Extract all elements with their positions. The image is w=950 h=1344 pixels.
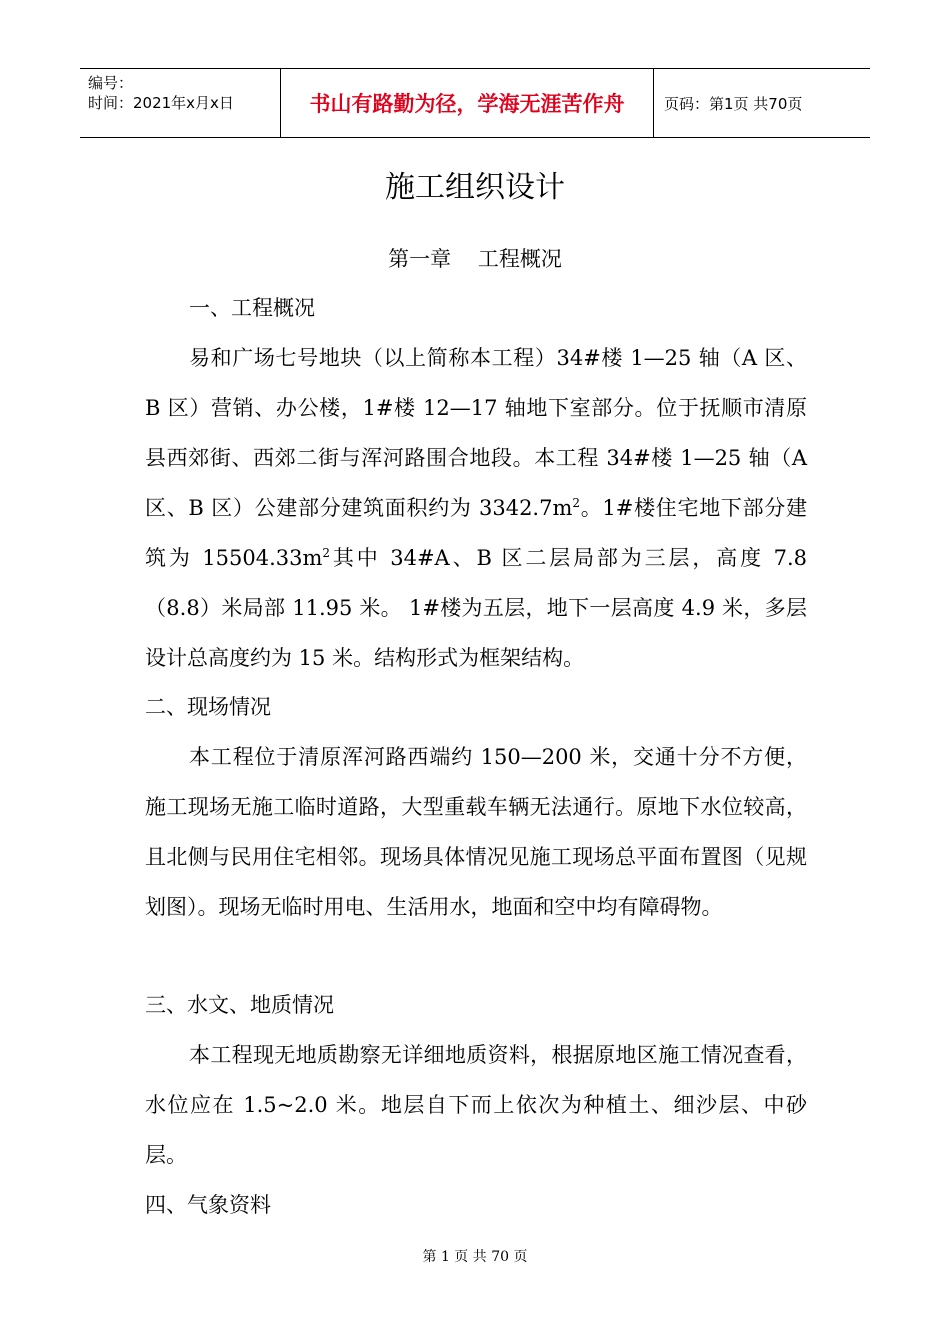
superscript: 2 (572, 496, 581, 510)
superscript: 2 (322, 546, 331, 560)
text-run: 。1#楼住宅地下部分建筑为 15504.33m (145, 496, 807, 570)
section-1 (145, 283, 807, 683)
section-4-heading: 四、气象资料 (145, 1193, 271, 1217)
page-header (80, 68, 870, 138)
text-run: 易和广场七号地块（以上简称本工程）34#楼 1—25 轴（A 区、B 区）营销、办公楼，1#楼 12—17 轴地下室部分。位于抚顺市清原县西郊街、西郊二街与浑河路围合地段。本工程 34#楼 1—25 轴（A 区、B 区）公建部分建筑面积约为 3342.7m (145, 346, 807, 520)
section-1-heading: 一、工程概况 (189, 296, 315, 320)
section-4 (145, 1180, 807, 1230)
section-2 (145, 682, 807, 932)
page-footer: 第 1 页 共 70 页 (422, 1249, 528, 1265)
section-1-paragraph (145, 333, 807, 683)
section-3 (145, 980, 807, 1180)
chapter-heading-text: 第一章 工程概况 (388, 247, 562, 271)
document-title: 施工组织设计 (385, 170, 565, 205)
text-run: 其中 34#A、B 区二层局部为三层，高度 7.8（8.8）米局部 11.95 米。 1#楼为五层，地下一层高度 4.9 米，多层设计总高度约为 15 米。结构形式为框架结构。 (145, 546, 807, 670)
header-page-label: 页码：第1页 共70页 (664, 94, 803, 113)
chapter-heading (0, 243, 950, 273)
header-motto: 书山有路勤为径，学海无涯苦作舟 (280, 69, 654, 137)
section-2-heading: 二、现场情况 (145, 695, 271, 719)
section-3-heading: 三、水文、地质情况 (145, 993, 334, 1017)
section-3-paragraph: 本工程现无地质勘察无详细地质资料，根据原地区施工情况查看，水位应在 1.5~2.0 米。地层自下而上依次为种植土、细沙层、中砂层。 (145, 1043, 807, 1167)
section-2-paragraph: 本工程位于清原浑河路西端约 150—200 米，交通十分不方便，施工现场无施工临时道路，大型重载车辆无法通行。原地下水位较高，且北侧与民用住宅相邻。现场具体情况见施工现场总平面布置图（见规划图）。现场无临时用电、生活用水，地面和空中均有障碍物。 (145, 745, 807, 919)
date-label: 时间：2021年x月x日 (88, 94, 234, 112)
number-label: 编号： (88, 74, 134, 92)
header-meta (80, 69, 280, 137)
